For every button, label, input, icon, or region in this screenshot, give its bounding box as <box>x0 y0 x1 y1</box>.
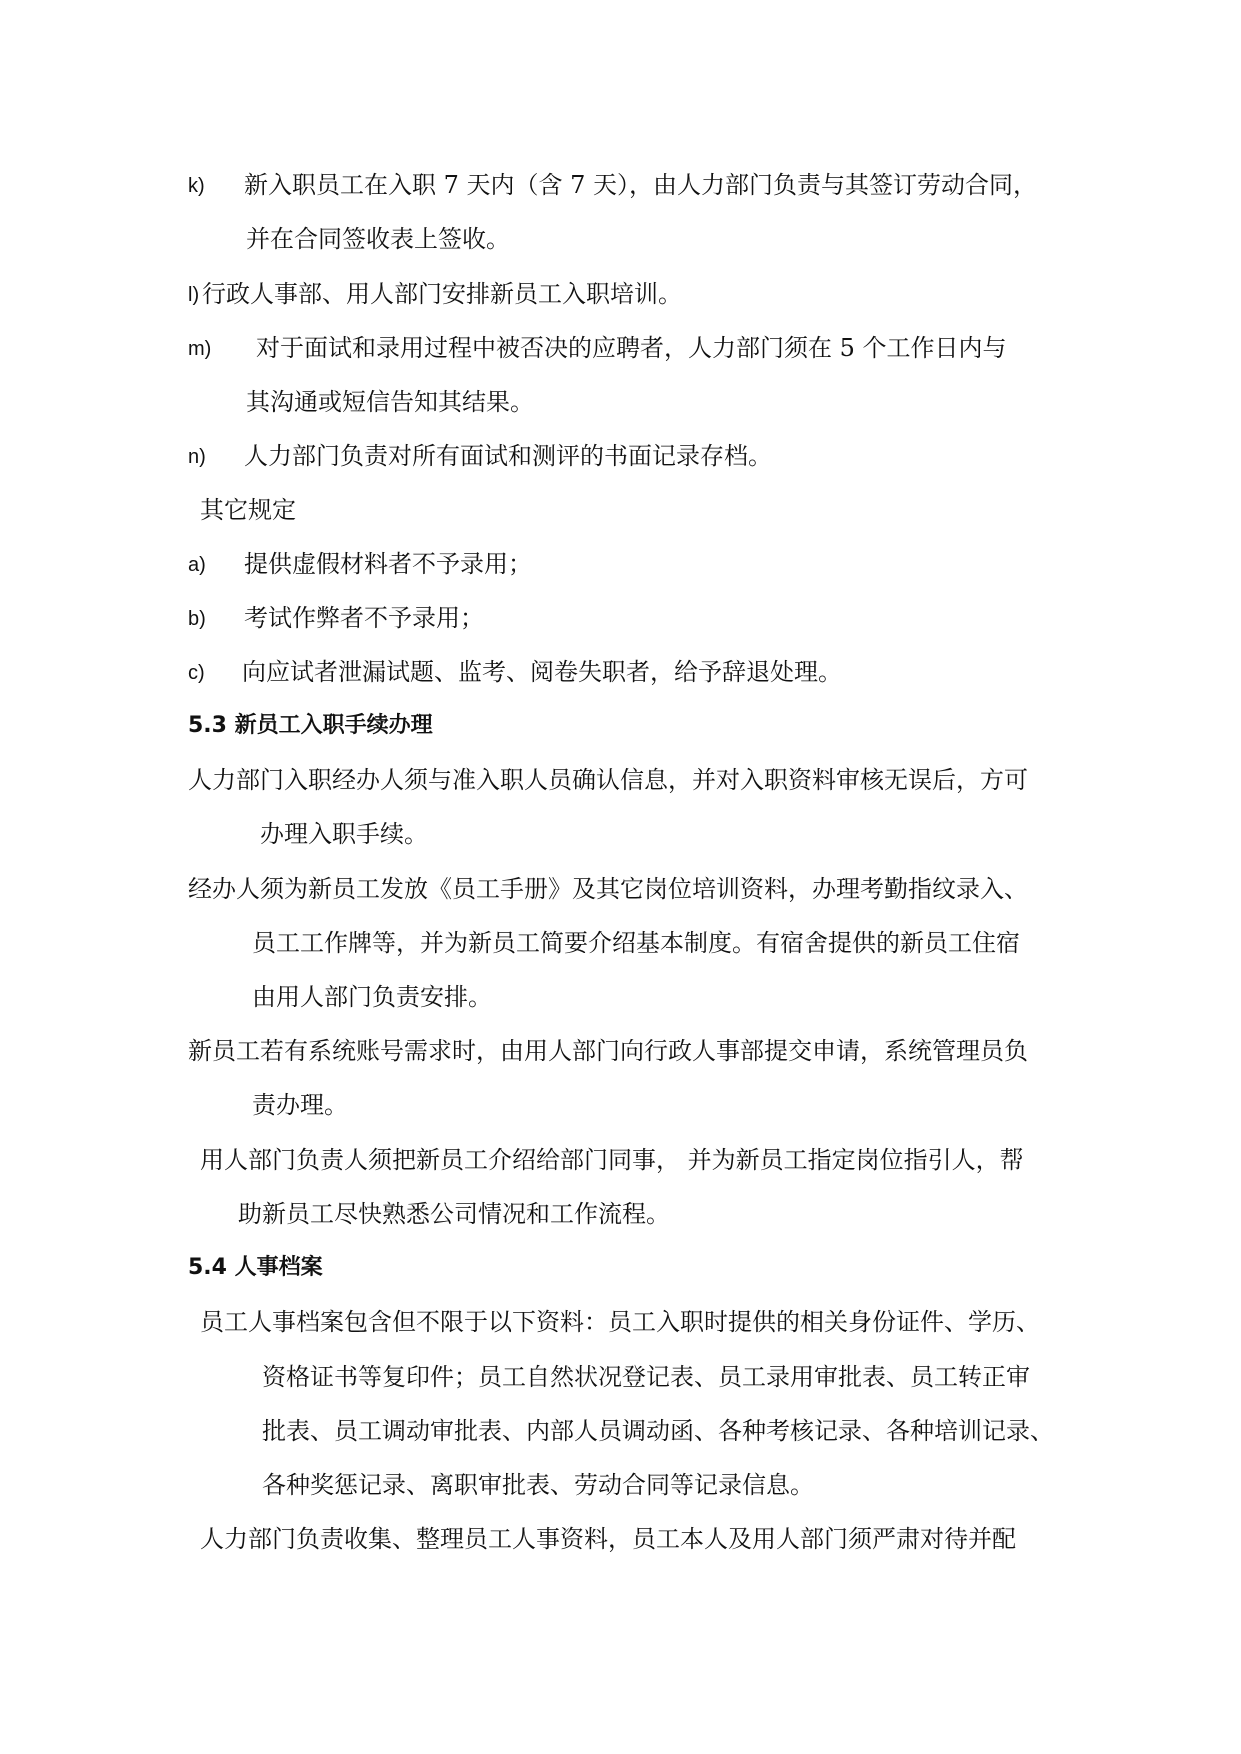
section-5-3-para-3-line-2: 责办理。 <box>252 1091 348 1119</box>
item-k-line-2: 并在合同签收表上签收。 <box>246 225 510 253</box>
item-m-line-1: 对于面试和录用过程中被否决的应聘者，人力部门须在 5 个工作日内与 <box>256 334 1007 362</box>
section-5-4-para-1-line-2: 资格证书等复印件；员工自然状况登记表、员工录用审批表、员工转正审 <box>262 1363 1030 1391</box>
section-5-3-para-3-line-1: 新员工若有系统账号需求时，由用人部门向行政人事部提交申请，系统管理员负 <box>188 1037 1028 1065</box>
section-5-4-para-1-line-1: 员工人事档案包含但不限于以下资料：员工入职时提供的相关身份证件、学历、 <box>200 1308 1040 1336</box>
section-5-4-para-2-line-1: 人力部门负责收集、整理员工人事资料，员工本人及用人部门须严肃对待并配 <box>200 1525 1016 1553</box>
section-5-4-para-1-line-3: 批表、员工调动审批表、内部人员调动函、各种考核记录、各种培训记录、 <box>262 1417 1054 1445</box>
section-5-3-para-1-line-2: 办理入职手续。 <box>260 820 428 848</box>
rule-a-text: 提供虚假材料者不予录用； <box>244 550 532 578</box>
section-5-3-para-2-line-1: 经办人须为新员工发放《员工手册》及其它岗位培训资料，办理考勤指纹录入、 <box>188 875 1028 903</box>
section-5-3-para-2-line-2: 员工工作牌等，并为新员工简要介绍基本制度。有宿舍提供的新员工住宿 <box>252 929 1020 957</box>
section-5-3-para-2-line-3: 由用人部门负责安排。 <box>252 983 492 1011</box>
section-5-3-para-4-line-2: 助新员工尽快熟悉公司情况和工作流程。 <box>238 1200 670 1228</box>
item-marker-n: n) <box>188 446 206 468</box>
item-marker-m: m) <box>188 338 212 360</box>
section-5-3-para-4-line-1: 用人部门负责人须把新员工介绍给部门同事， 并为新员工指定岗位指引人，帮 <box>200 1146 1024 1174</box>
section-5-3-para-1-line-1: 人力部门入职经办人须与准入职人员确认信息，并对入职资料审核无误后，方可 <box>188 766 1028 794</box>
item-n-line-1: 人力部门负责对所有面试和测评的书面记录存档。 <box>244 442 772 470</box>
item-marker-l: l) <box>188 284 200 306</box>
item-m-line-2: 其沟通或短信告知其结果。 <box>246 388 534 416</box>
rule-marker-b: b) <box>188 608 206 630</box>
section-5-4-heading: 5.4 人事档案 <box>188 1255 323 1280</box>
rule-b-text: 考试作弊者不予录用； <box>244 604 484 632</box>
rule-marker-a: a) <box>188 554 206 576</box>
rule-c-text: 向应试者泄漏试题、监考、阅卷失职者，给予辞退处理。 <box>242 658 842 686</box>
item-l-line-1: 行政人事部、用人部门安排新员工入职培训。 <box>202 280 682 308</box>
section-5-4-para-1-line-4: 各种奖惩记录、离职审批表、劳动合同等记录信息。 <box>262 1471 814 1499</box>
other-rules-title: 其它规定 <box>200 496 296 524</box>
item-marker-k: k) <box>188 175 205 197</box>
rule-marker-c: c) <box>188 662 205 684</box>
section-5-3-heading: 5.3 新员工入职手续办理 <box>188 713 433 738</box>
item-k-line-1: 新入职员工在入职 7 天内（含 7 天），由人力部门负责与其签订劳动合同， <box>244 171 1038 199</box>
